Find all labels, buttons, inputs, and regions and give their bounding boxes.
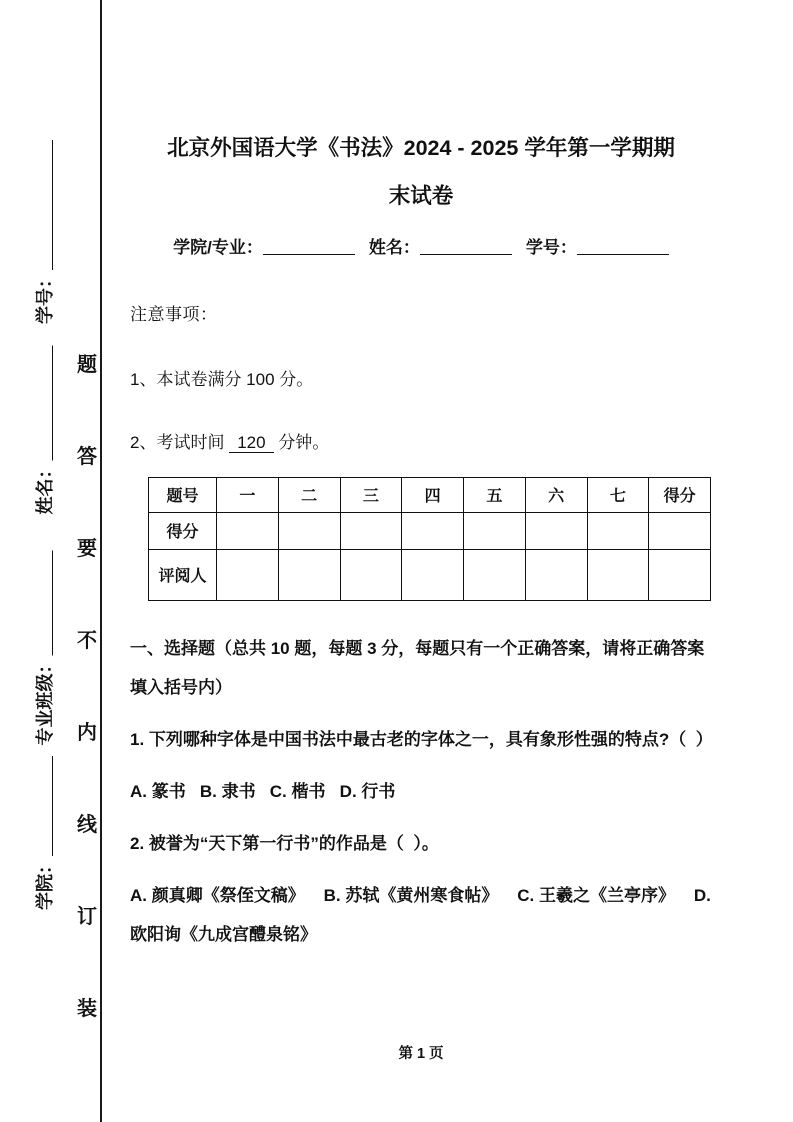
score-cell [464, 549, 526, 600]
score-table-row-label: 评阅人 [149, 549, 217, 600]
score-table-header-cell: 三 [340, 477, 402, 512]
info-field-name [369, 233, 512, 258]
binding-char: 答 [77, 446, 97, 468]
binding-char: 订 [77, 906, 97, 928]
margin-field-class [31, 551, 57, 746]
info-blank [263, 238, 355, 255]
exam-duration-value: 120 [229, 433, 273, 453]
score-cell [587, 549, 649, 600]
info-field-label: 学号： [525, 237, 577, 257]
score-cell [217, 512, 279, 549]
page-number: 第 1 页 [398, 1046, 444, 1062]
binding-line [100, 0, 102, 1122]
margin-field-label: 学院： [35, 856, 55, 910]
score-cell [402, 512, 464, 549]
info-blank [420, 238, 512, 255]
margin-field-blank [39, 140, 53, 270]
binding-char: 线 [77, 814, 97, 836]
margin-field-student-id [31, 140, 57, 324]
info-field-college-major [173, 233, 355, 258]
student-info-row [130, 233, 712, 258]
binding-char: 要 [77, 538, 97, 560]
score-table-header-cell: 得分 [649, 477, 711, 512]
binding-char: 装 [77, 998, 97, 1020]
score-table-header-cell: 一 [217, 477, 279, 512]
notice-item-2 [130, 428, 712, 453]
margin-field-label: 专业班级： [35, 655, 55, 746]
margin-field-label: 学号： [35, 270, 55, 324]
margin-field-blank [39, 756, 53, 856]
exam-content [130, 0, 716, 954]
score-cell [278, 512, 340, 549]
score-cell [587, 512, 649, 549]
score-cell [402, 549, 464, 600]
score-table-row-label: 得分 [149, 512, 217, 549]
info-field-label: 学院/专业： [173, 237, 263, 257]
margin-field-college [31, 756, 57, 910]
info-blank [577, 238, 669, 255]
score-cell [217, 549, 279, 600]
score-table-score-row [149, 512, 711, 549]
question-1-options: A. 篆书 B. 隶书 C. 楷书 D. 行书 [130, 782, 396, 802]
page-title-line2: 末试卷 [388, 184, 454, 209]
question-2-options: A. 颜真卿《祭侄文稿》 B. 苏轼《黄州寒食帖》 C. 王羲之《兰亭序》 D. 欧阳询《九成宫醴泉铭》 [130, 886, 716, 945]
binding-char: 不 [77, 630, 97, 652]
margin-field-name [31, 346, 57, 515]
margin-field-label: 姓名： [35, 460, 55, 515]
score-cell [340, 549, 402, 600]
score-table-header-cell: 七 [587, 477, 649, 512]
score-table-header-cell: 五 [464, 477, 526, 512]
score-table-header-cell: 题号 [149, 477, 217, 512]
score-table [148, 477, 711, 601]
binding-caution-column [74, 355, 100, 1019]
notice-item-1: 1、本试卷满分 100 分。 [130, 369, 314, 389]
score-table-reviewer-row [149, 549, 711, 600]
score-cell [464, 512, 526, 549]
notice-item-2-suffix: 分钟。 [278, 432, 330, 452]
score-cell [278, 549, 340, 600]
info-field-student-id [526, 233, 669, 258]
score-cell [525, 512, 587, 549]
score-table-header-cell: 六 [525, 477, 587, 512]
binding-char: 题 [77, 354, 97, 376]
binding-char: 内 [77, 722, 97, 744]
score-table-header-cell: 二 [278, 477, 340, 512]
page-title-line1: 北京外国语大学《书法》2024 - 2025 学年第一学期期 [167, 136, 675, 160]
score-table-header-cell: 四 [402, 477, 464, 512]
notice-heading: 注意事项： [130, 304, 218, 324]
score-cell [649, 549, 711, 600]
margin-field-blank [39, 551, 53, 656]
score-cell [649, 512, 711, 549]
score-table-header-row [149, 477, 711, 512]
score-cell [340, 512, 402, 549]
page-title [130, 124, 712, 221]
question-2-text: 2. 被誉为“天下第一行书”的作品是（ ）。 [130, 834, 439, 854]
notice-item-2-prefix: 2、考试时间 [130, 432, 225, 452]
margin-field-blank [39, 346, 53, 461]
question-1-text: 1. 下列哪种字体是中国书法中最古老的字体之一，具有象形性强的特点?（ ） [130, 729, 713, 749]
section-1-heading: 一、选择题（总共 10 题，每题 3 分，每题只有一个正确答案，请将正确答案填入括号内） [130, 638, 705, 697]
score-cell [525, 549, 587, 600]
info-field-label: 姓名： [368, 237, 420, 257]
